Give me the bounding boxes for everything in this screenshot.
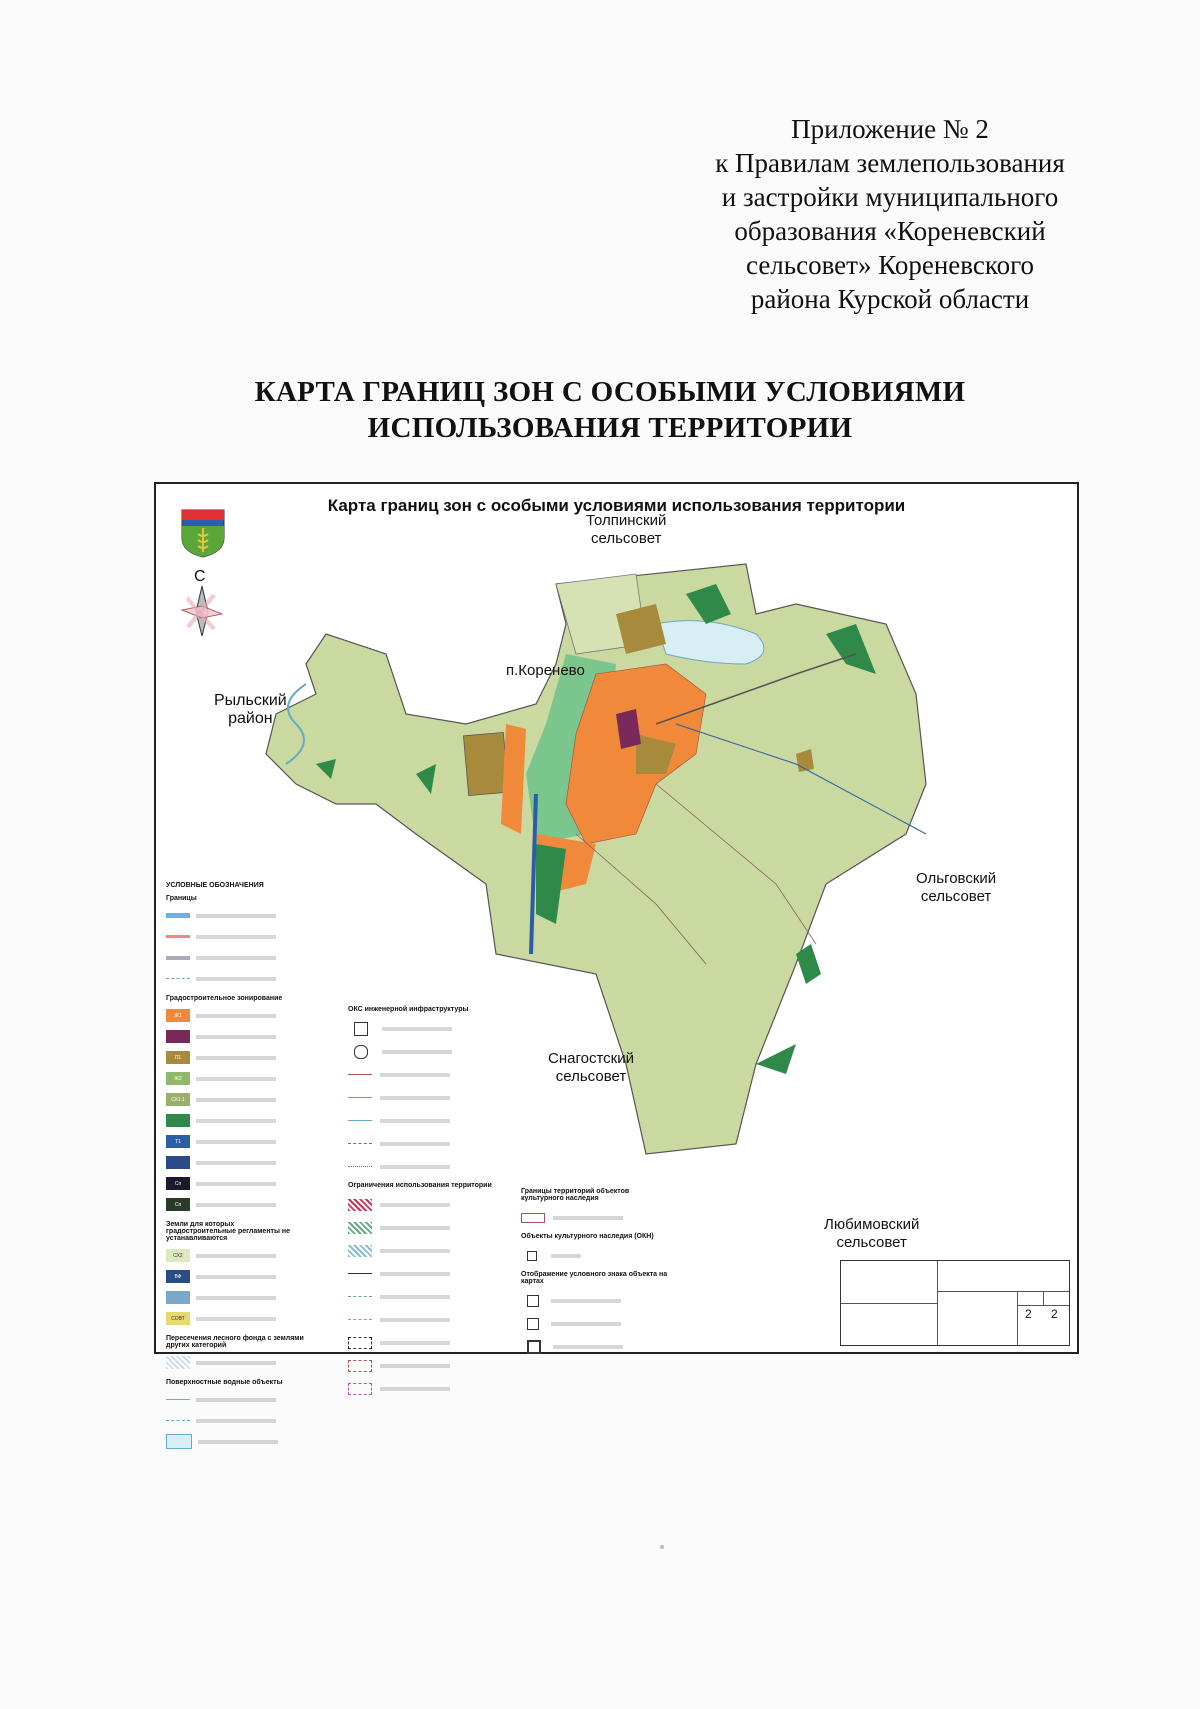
label-snagost: Снагостский сельсовет [548,1050,634,1085]
legend-item [166,1352,316,1373]
legend-item [348,1308,498,1331]
legend-section-zoning: Градостроительное зонирование [166,995,283,1002]
legend-section-forest: Пересечения лесного фонда с землями других категорий [166,1335,304,1349]
legend-item [348,1132,498,1155]
legend-section-okn: Объекты культурного наследия (ОКН) [521,1233,654,1240]
legend-item [348,1193,498,1216]
legend-item [348,1331,498,1354]
legend-section-symbol-display: Отображение условного знака объекта на картах [521,1271,668,1285]
map-frame [154,482,1079,1386]
legend-item [348,1155,498,1178]
legend-item [521,1244,681,1267]
legend-item [348,1086,498,1109]
legend-item [166,905,316,926]
legend-section-engineering: ОКС инженерной инфраструктуры [348,1006,469,1013]
legend-section-heritage: Границы территорий объектов культурного наследия [521,1188,630,1202]
legend-item: ВФ [166,1266,316,1287]
legend-item: Ж2 [166,1068,316,1089]
legend-section-restrictions: Ограничения использования территории [348,1182,492,1189]
legend-item [166,1110,316,1131]
appendix-caption [640,112,1140,316]
legend-item [166,1410,316,1431]
appendix-line: района Курской области [750,284,1030,314]
legend-item: П1 [166,1047,316,1068]
legend-item [348,1109,498,1132]
legend-item [521,1206,681,1229]
appendix-line: Приложение № 2 [791,114,989,144]
legend-item [348,1040,498,1063]
appendix-line: образования «Кореневский [734,216,1046,246]
coat-of-arms-icon [180,508,226,558]
legend-item [348,1262,498,1285]
document-title [160,374,1060,446]
sheet-number: 2 [1025,1307,1032,1321]
label-lyubimov: Любимовский сельсовет [824,1216,920,1251]
legend-item [521,1335,681,1358]
north-label: С [194,568,206,585]
legend-item [521,1312,681,1335]
label-korenevo: п.Коренево [506,662,585,679]
compass-rose-icon [178,584,226,638]
industrial-zone [463,732,508,795]
legend-item [348,1063,498,1086]
legend-item [348,1354,498,1377]
legend-item: СХ1.1 [166,1089,316,1110]
title-block [840,1260,1070,1346]
sheets-total: 2 [1051,1307,1058,1321]
label-olgovsky: Ольговский сельсовет [916,870,997,905]
legend-item [521,1289,681,1312]
legend-section-water: Поверхностные водные объекты [166,1379,283,1386]
legend-item: Ж1 [166,1005,316,1026]
legend-section-borders: Границы [166,895,197,902]
map-title: Карта границ зон с особыми условиями использования территории [327,496,906,515]
legend-section-special: Земли для которых градостроительные регламенты не устанавливаются [166,1221,291,1242]
legend-item [166,947,316,968]
legend-item: Сп [166,1173,316,1194]
legend-item [348,1017,498,1040]
label-tolpino: Толпинский сельсовет [586,512,667,547]
legend-item [166,968,316,989]
legend-item: Сп [166,1194,316,1215]
label-rylsk: Рыльский район [214,692,287,727]
legend-item [166,1026,316,1047]
legend-item: СХ2 [166,1245,316,1266]
legend-title: УСЛОВНЫЕ ОБОЗНАЧЕНИЯ [166,882,264,889]
appendix-line: к Правилам землепользования [715,148,1065,178]
legend-heritage [521,1184,681,1358]
legend-item [348,1285,498,1308]
document-title-line-2: ИСПОЛЬЗОВАНИЯ ТЕРРИТОРИИ [367,412,853,444]
legend [166,876,316,1452]
legend-item [348,1239,498,1262]
document-title-line-1: КАРТА ГРАНИЦ ЗОН С ОСОБЫМИ УСЛОВИЯМИ [254,376,966,408]
legend-item: СОВТ [166,1308,316,1329]
legend-item [166,1287,316,1308]
legend-engineering [348,1002,498,1400]
legend-item: Т1 [166,1131,316,1152]
legend-item [166,1389,316,1410]
legend-item [348,1377,498,1400]
legend-item [166,926,316,947]
scan-speck [660,1545,664,1549]
legend-item [348,1216,498,1239]
appendix-line: сельсовет» Кореневского [746,250,1034,280]
legend-item [166,1431,316,1452]
legend-item [166,1152,316,1173]
appendix-line: и застройки муниципального [721,182,1059,212]
